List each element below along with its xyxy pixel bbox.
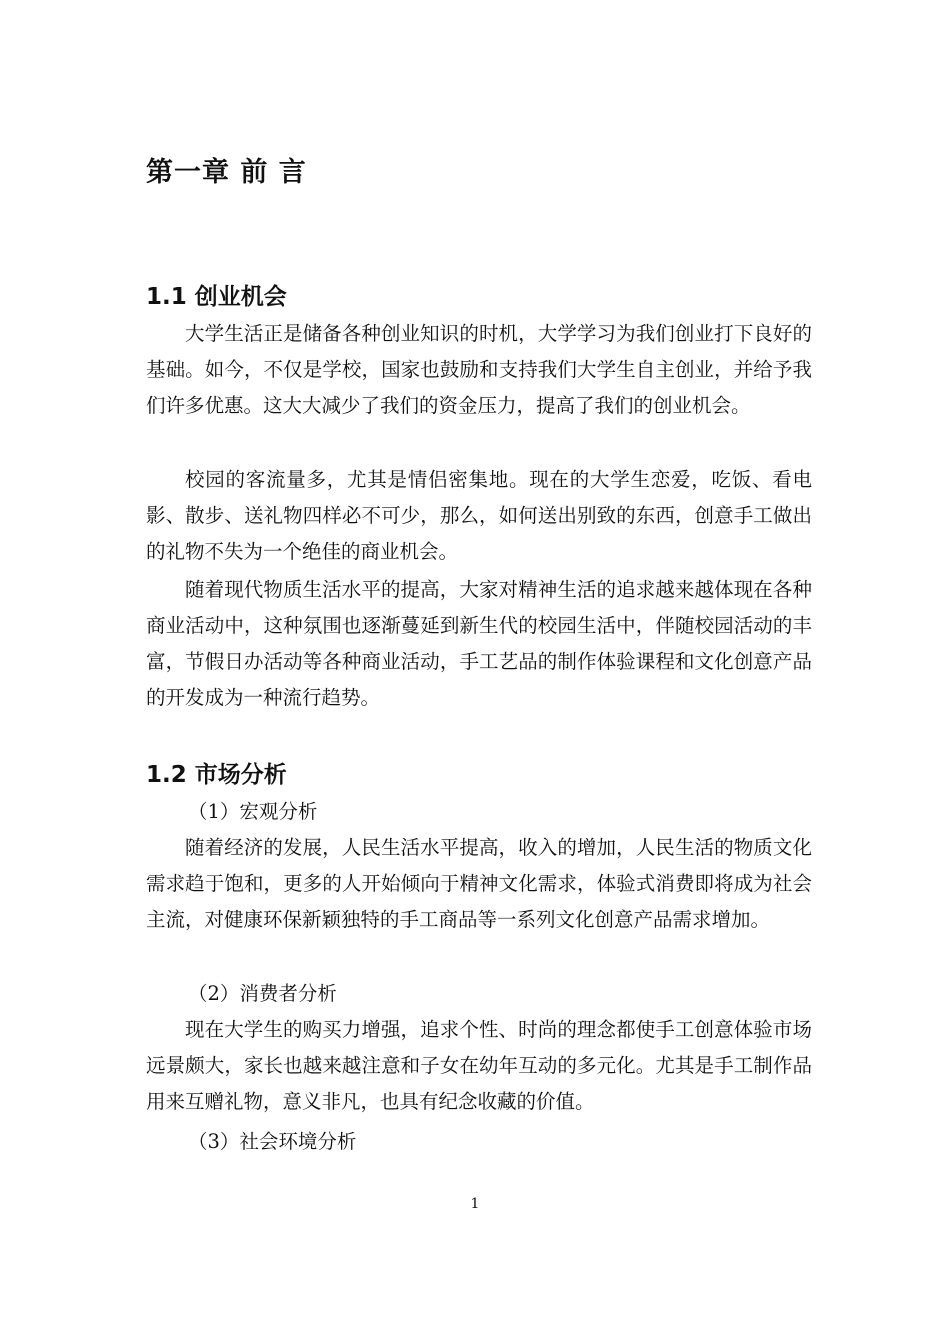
paragraph-startup-opportunity-2: 校园的客流量多，尤其是情侣密集地。现在的大学生恋爱，吃饭、看电影、散步、送礼物四样必不可少，那么，如何送出别致的东西，创意手工做出的礼物不失为一个绝佳的商业机会。 xyxy=(146,468,812,563)
paragraph-startup-opportunity-3: 随着现代物质生活水平的提高，大家对精神生活的追求越来越体现在各种商业活动中，这种氛围也逐渐蔓延到新生代的校园生活中，伴随校园活动的丰富，节假日办活动等各种商业活动，手工艺品的制作体验课程和文化创意产品的开发成为一种流行趋势。 xyxy=(146,578,812,709)
subsection-label-macro: （1）宏观分析 xyxy=(188,800,318,823)
paragraph-consumer-analysis: 现在大学生的购买力增强，追求个性、时尚的理念都使手工创意体验市场远景颇大，家长也越来越注意和子女在幼年互动的多元化。尤其是手工制作品用来互赠礼物，意义非凡，也具有纪念收藏的价值。 xyxy=(146,1018,812,1113)
chapter-title: 第一章 前 言 xyxy=(146,157,307,188)
paragraph-startup-opportunity-1: 大学生活正是储备各种创业知识的时机，大学学习为我们创业打下良好的基础。如今，不仅是学校，国家也鼓励和支持我们大学生自主创业，并给予我们许多优惠。这大大减少了我们的资金压力，提高了我们的创业机会。 xyxy=(146,322,812,417)
section-heading-1-1: 1.1 创业机会 xyxy=(146,284,287,310)
page-number: 1 xyxy=(470,1196,480,1212)
section-heading-1-2: 1.2 市场分析 xyxy=(146,762,287,788)
paragraph-macro-analysis: 随着经济的发展，人民生活水平提高，收入的增加，人民生活的物质文化需求趋于饱和，更多的人开始倾向于精神文化需求，体验式消费即将成为社会主流，对健康环保新颖独特的手工商品等一系列文化创意产品需求增加。 xyxy=(146,836,812,931)
subsection-label-consumer: （2）消费者分析 xyxy=(188,982,337,1005)
subsection-label-social-environment: （3）社会环境分析 xyxy=(188,1130,357,1153)
